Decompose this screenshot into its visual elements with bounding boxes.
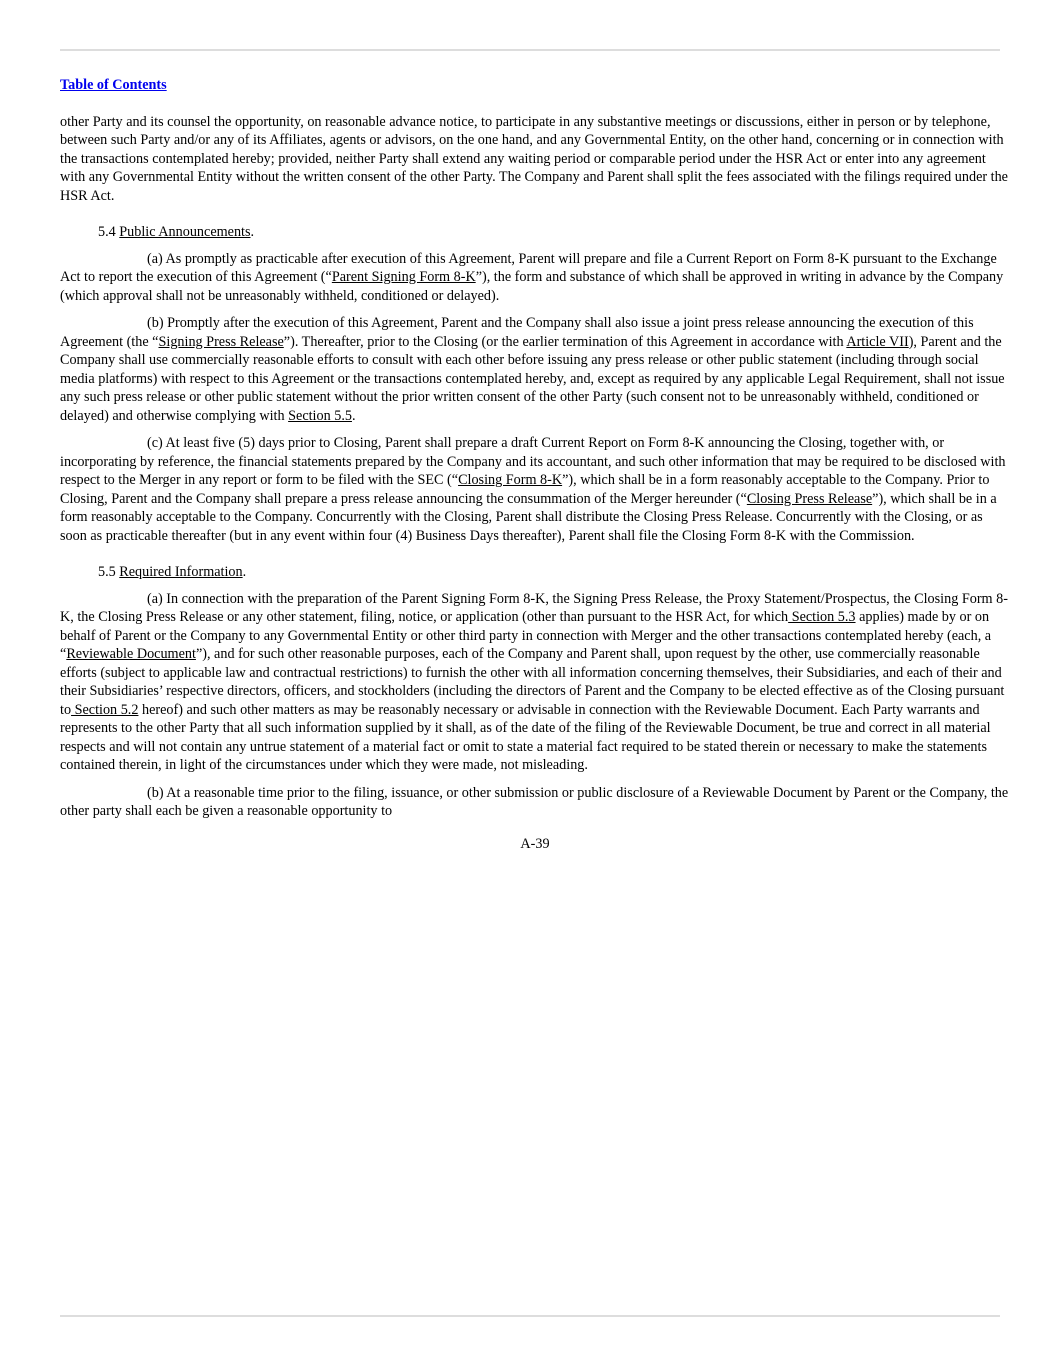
article-vii-link[interactable]: Article VII — [846, 333, 909, 350]
defined-term: Closing Press Release — [746, 490, 873, 507]
text-span: ”), the form and substance of which shall be approved in writing in advance by the Company (which approval shall not be unreasonably withheld, conditioned or delayed). — [60, 269, 1004, 304]
text-span: (a) As promptly as practicable after execution of this Agreement, Parent will prepare and file a Current Report on Form 8-K pursuant to the Exchange Act to report the execution of this Agreement (“ — [60, 250, 997, 285]
text-span: ”), which shall be in a form reasonably acceptable to the Company. Concurrently with the Closing, Parent shall distribute the Closing Press Release. Concurrently with the Closing, or as soon as practicable thereafter (but in any event within four (4) Business Days thereafter), Parent shall file the Closing Form 8-K with the Commission. — [60, 490, 997, 544]
text-span: (b) Promptly after the execution of this Agreement, Parent and the Company shall also issue a joint press release announcing the execution of this Agreement (the “ — [60, 315, 974, 350]
defined-term: Reviewable Document — [66, 646, 196, 662]
text-span: (b) At a reasonable time prior to the filing, issuance, or other submission or public disclosure of a Reviewable Document by Parent or the Company, the other party shall each be given a reasonable opportunity to — [60, 784, 1009, 819]
section-title: Required Information — [119, 564, 243, 580]
section-number: 5.5 — [98, 564, 116, 580]
defined-term: Closing Form 8-K — [458, 472, 563, 488]
section-5-5-link[interactable]: Section 5.5 — [288, 407, 352, 424]
section-5-2-link[interactable]: Section 5.2 — [71, 701, 139, 718]
section-5-4-heading: 5.4 Public Announcements. — [98, 224, 255, 240]
section-title: Public Announcements — [119, 224, 251, 240]
section-5-4-b-paragraph — [60, 314, 1010, 425]
defined-term: Signing Press Release — [158, 333, 284, 350]
table-of-contents-link[interactable]: Table of Contents — [60, 77, 167, 93]
text-span: applies) made by or on behalf of Parent or the Company to any Governmental Entity or other third party in connection with Merger and the other transactions contemplated hereby (each, a “ — [60, 609, 992, 662]
text-span: ), Parent and the Company shall use commercially reasonable efforts to consult with each other before issuing any press release or other public statement (including through social media platforms) with respect to this Agreement or the transactions contemplated hereby, and, except as required by any applicable Legal Requirement, shall not issue any such press release or other public statement without the prior written consent of the other Party (such consent not to be unreasonably withheld, conditioned or delayed) and otherwise complying with — [60, 333, 1005, 424]
section-5-5-b-paragraph — [60, 784, 1010, 821]
bottom-divider — [60, 1315, 1000, 1317]
section-5-4-a-paragraph — [60, 250, 1010, 306]
intro-paragraph: other Party and its counsel the opportunity, on reasonable advance notice, to participate in any substantive meetings or discussions, either in person or by telephone, between such Party and/or any of its Affiliates, agents or advisors, on the one hand, and any Governmental Entity, on the other hand, concerning or in connection with the transactions contemplated hereby; provided, neither Party shall extend any waiting period or comparable period under the HSR Act or enter into any agreement with any Governmental Entity without the written consent of the other Party. The Company and Parent shall split the fees associated with the filings required under the HSR Act. — [60, 113, 1008, 204]
section-5-5-a-paragraph — [60, 590, 1010, 775]
defined-term: Parent Signing Form 8-K — [331, 269, 476, 285]
page-number: A-39 — [520, 835, 550, 852]
top-divider — [60, 49, 1000, 51]
text-span: ”), and for such other reasonable purposes, each of the Company and Parent shall, upon request by the other, use commercially reasonable efforts (subject to applicable law and contractual restrictions) to furnish the other with all information concerning themselves, their Subsidiaries, and each of their and their Subsidiaries’ respective directors, officers, and stockholders (including the directors of Parent and the Company to be elected effective as of the Closing pursuant to — [60, 646, 1005, 718]
text-span: hereof) and such other matters as may be reasonably necessary or advisable in connection with the Reviewable Document. Each Party warrants and represents to the other Party that all such information supplied by it shall, as of the date of the filing of the Reviewable Document, be true and correct in all material respects and will not contain any untrue statement of a material fact or omit to state a material fact required to be stated therein or necessary to make the statements contained therein, in light of the circumstances under which they were made, not misleading. — [60, 701, 991, 773]
section-5-3-link[interactable]: Section 5.3 — [788, 609, 856, 625]
text-span: (a) In connection with the preparation of the Parent Signing Form 8-K, the Signing Press Release, the Proxy Statement/Prospectus, the Closing Form 8-K, the Closing Press Release or any other statement, filing, notice, or application (other than pursuant to the HSR Act, for which — [60, 590, 1008, 625]
section-5-5-heading: 5.5 Required Information. — [98, 564, 247, 580]
text-span: . — [351, 407, 356, 424]
section-number: 5.4 — [98, 224, 116, 240]
text-span: ”). Thereafter, prior to the Closing (or the earlier termination of this Agreement in accordance with — [283, 333, 847, 350]
text-span: (c) At least five (5) days prior to Closing, Parent shall prepare a draft Current Report on Form 8-K announcing the Closing, together with, or incorporating by reference, the financial statements prepared by the Company and its accountant, and such other information that may be required to be disclosed with respect to the Merger in any report or form to be filed with the SEC (“ — [60, 435, 1006, 488]
document-page — [60, 76, 1010, 853]
section-5-4-c-paragraph — [60, 434, 1010, 545]
text-span: ”), which shall be in a form reasonably acceptable to the Company. Prior to Closing, Parent and the Company shall prepare a press release announcing the consummation of the Merger hereunder (“ — [60, 472, 990, 507]
